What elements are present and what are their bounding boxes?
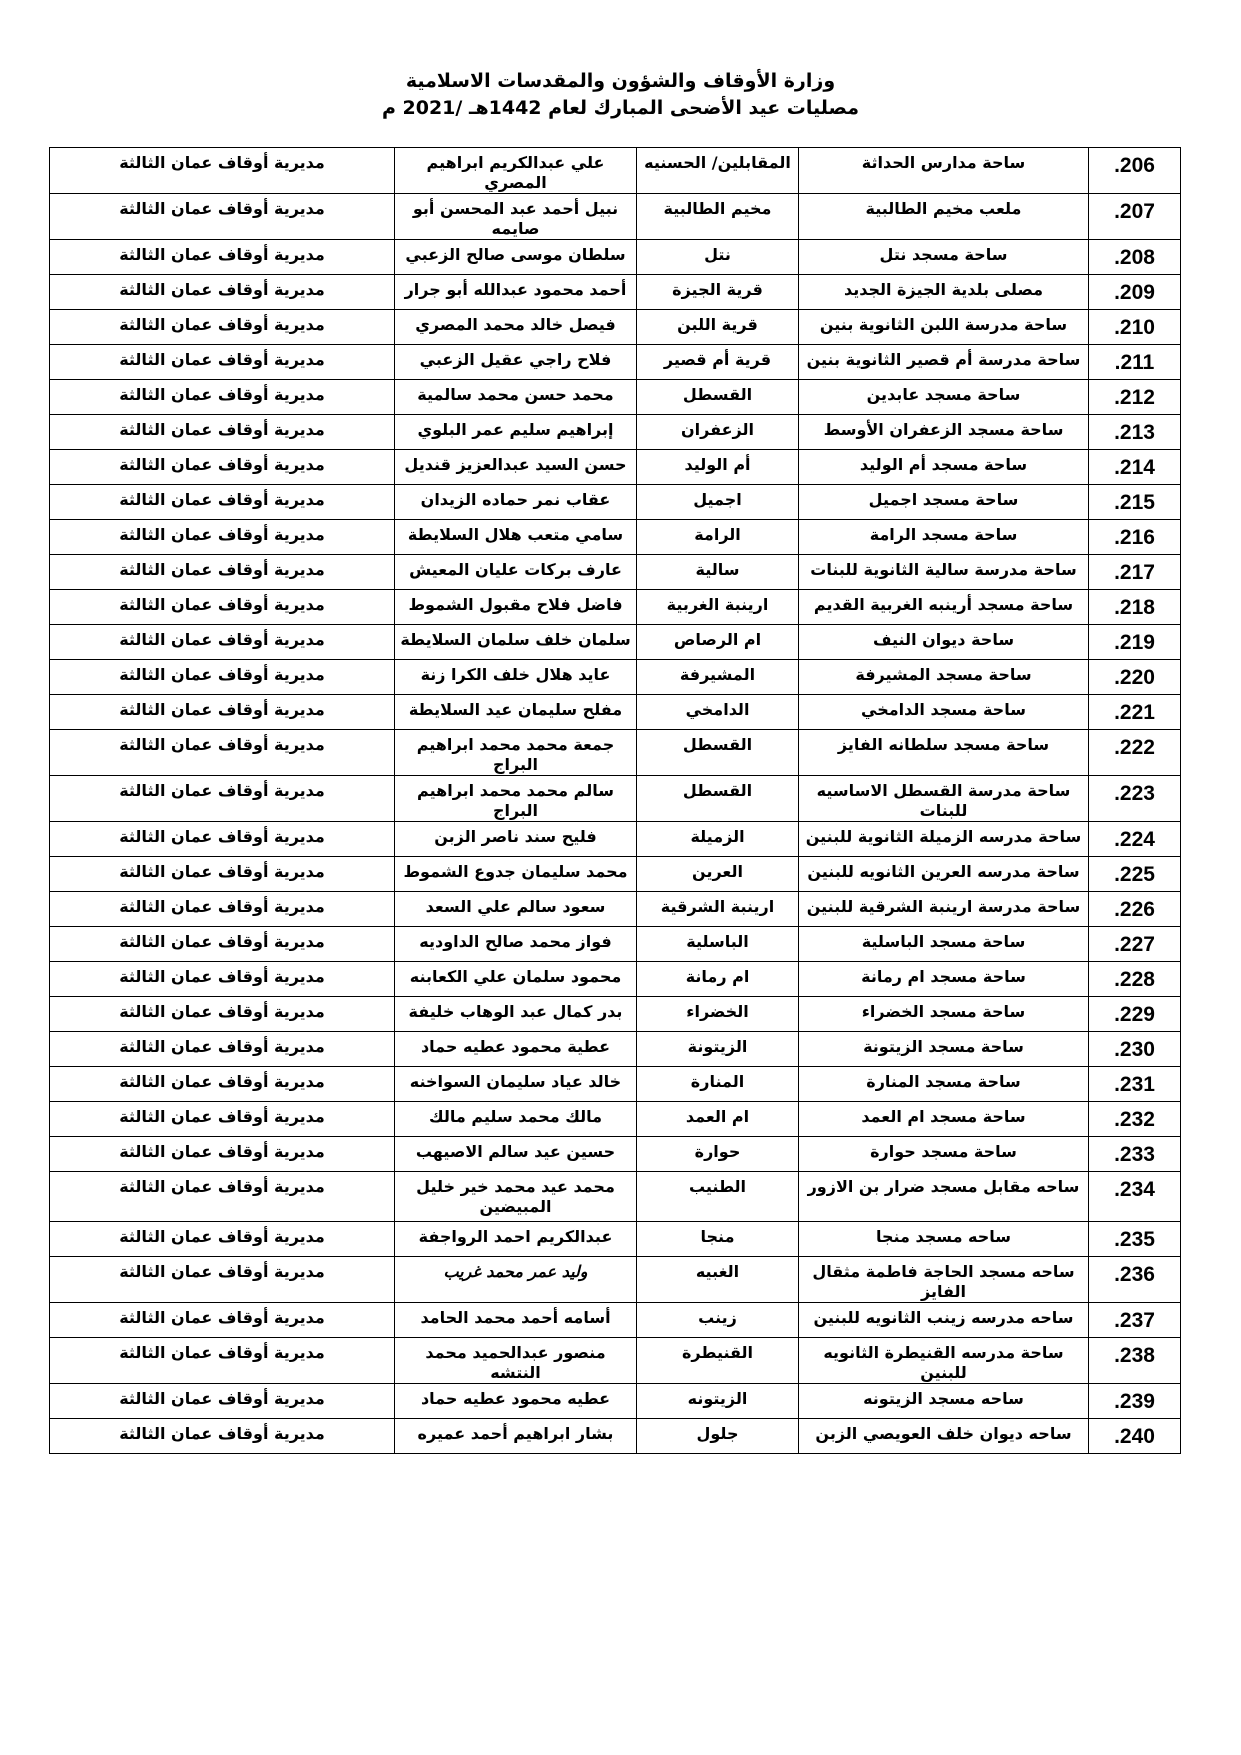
row-number: .231 — [1089, 1067, 1181, 1102]
prayer-place: ساحة مسجد أرينبه الغربية القديم — [799, 590, 1089, 625]
directorate-name: مديرية أوقاف عمان الثالثة — [50, 892, 395, 927]
row-number: .209 — [1089, 275, 1181, 310]
area-name: القسطل — [637, 380, 799, 415]
prayer-place: ساحه مسجد منجا — [799, 1222, 1089, 1257]
imam-name: فاضل فلاح مقبول الشموط — [395, 590, 637, 625]
row-number: .225 — [1089, 857, 1181, 892]
table-row — [50, 450, 1181, 485]
area-name: الخضراء — [637, 997, 799, 1032]
area-name: منجا — [637, 1222, 799, 1257]
table-row — [50, 485, 1181, 520]
row-number: .233 — [1089, 1137, 1181, 1172]
prayer-place: ساحة مسجد الزيتونة — [799, 1032, 1089, 1067]
imam-name: محمد عيد محمد خير خليل المبيضين — [395, 1172, 637, 1222]
table-row — [50, 1222, 1181, 1257]
table-row — [50, 520, 1181, 555]
document-subtitle: مصليات عيد الأضحى المبارك لعام 1442هـ /2021 م — [381, 97, 860, 119]
area-name: الطنيب — [637, 1172, 799, 1222]
prayer-place: ساحة مدرسة اللبن الثانوية بنين — [799, 310, 1089, 345]
imam-name: منصور عبدالحميد محمد النتشه — [395, 1338, 637, 1384]
table-row — [50, 660, 1181, 695]
row-number: .239 — [1089, 1384, 1181, 1419]
imam-name: وليد عمر محمد غريب — [395, 1257, 637, 1303]
area-name: الدامخي — [637, 695, 799, 730]
imam-name: أحمد محمود عبدالله أبو جرار — [395, 275, 637, 310]
prayer-place: ساحة مدرسه العرين الثانويه للبنين — [799, 857, 1089, 892]
area-name: المشيرفة — [637, 660, 799, 695]
table-row — [50, 997, 1181, 1032]
table-row — [50, 1032, 1181, 1067]
imam-name: فيصل خالد محمد المصري — [395, 310, 637, 345]
prayer-place: ساحة مدرسة سالية الثانوية للبنات — [799, 555, 1089, 590]
directorate-name: مديرية أوقاف عمان الثالثة — [50, 962, 395, 997]
prayer-place: ساحة مسجد الباسلية — [799, 927, 1089, 962]
prayer-place: ساحة مدرسة ارينبة الشرقية للبنين — [799, 892, 1089, 927]
directorate-name: مديرية أوقاف عمان الثالثة — [50, 555, 395, 590]
prayer-place: ساحة مسجد اجميل — [799, 485, 1089, 520]
area-name: اجميل — [637, 485, 799, 520]
table-row — [50, 275, 1181, 310]
area-name: قرية الجيزة — [637, 275, 799, 310]
directorate-name: مديرية أوقاف عمان الثالثة — [50, 148, 395, 194]
row-number: .211 — [1089, 345, 1181, 380]
imam-name: نبيل أحمد عبد المحسن أبو صايمه — [395, 194, 637, 240]
imam-name: محمود سلمان علي الكعابنه — [395, 962, 637, 997]
row-number: .216 — [1089, 520, 1181, 555]
table-row — [50, 962, 1181, 997]
area-name: المقابلين/ الحسنيه — [637, 148, 799, 194]
row-number: .237 — [1089, 1303, 1181, 1338]
area-name: ام رمانة — [637, 962, 799, 997]
table-row — [50, 415, 1181, 450]
row-number: .226 — [1089, 892, 1181, 927]
imam-name: مالك محمد سليم مالك — [395, 1102, 637, 1137]
prayer-place: ساحة مسجد عابدين — [799, 380, 1089, 415]
directorate-name: مديرية أوقاف عمان الثالثة — [50, 590, 395, 625]
area-name: ام الرصاص — [637, 625, 799, 660]
imam-name: فليح سند ناصر الزبن — [395, 822, 637, 857]
prayer-place: ساحة مسجد أم الوليد — [799, 450, 1089, 485]
directorate-name: مديرية أوقاف عمان الثالثة — [50, 1032, 395, 1067]
row-number: .221 — [1089, 695, 1181, 730]
table-row — [50, 1303, 1181, 1338]
row-number: .212 — [1089, 380, 1181, 415]
table-row — [50, 1172, 1181, 1222]
row-number: .217 — [1089, 555, 1181, 590]
imam-name: علي عبدالكريم ابراهيم المصري — [395, 148, 637, 194]
table-row — [50, 345, 1181, 380]
area-name: زينب — [637, 1303, 799, 1338]
imam-name: فواز محمد صالح الداوديه — [395, 927, 637, 962]
directorate-name: مديرية أوقاف عمان الثالثة — [50, 857, 395, 892]
row-number: .240 — [1089, 1419, 1181, 1454]
area-name: نتل — [637, 240, 799, 275]
directorate-name: مديرية أوقاف عمان الثالثة — [50, 1384, 395, 1419]
prayer-place: ساحه مقابل مسجد ضرار بن الازور — [799, 1172, 1089, 1222]
row-number: .227 — [1089, 927, 1181, 962]
table-row — [50, 1419, 1181, 1454]
table-row — [50, 1257, 1181, 1303]
prayer-place: ساحة مسجد الزعفران الأوسط — [799, 415, 1089, 450]
row-number: .230 — [1089, 1032, 1181, 1067]
prayer-place: ساحة مسجد نتل — [799, 240, 1089, 275]
directorate-name: مديرية أوقاف عمان الثالثة — [50, 730, 395, 776]
prayer-place: ساحة مسجد سلطانه الفايز — [799, 730, 1089, 776]
area-name: الزميلة — [637, 822, 799, 857]
table-row — [50, 148, 1181, 194]
area-name: سالية — [637, 555, 799, 590]
directorate-name: مديرية أوقاف عمان الثالثة — [50, 275, 395, 310]
prayer-place: ساحة مسجد الدامخي — [799, 695, 1089, 730]
imam-name: سالم محمد محمد ابراهيم البراج — [395, 776, 637, 822]
directorate-name: مديرية أوقاف عمان الثالثة — [50, 695, 395, 730]
directorate-name: مديرية أوقاف عمان الثالثة — [50, 520, 395, 555]
row-number: .228 — [1089, 962, 1181, 997]
table-row — [50, 310, 1181, 345]
imam-name: عايد هلال خلف الكرا زنة — [395, 660, 637, 695]
imam-name: عطية محمود عطيه حماد — [395, 1032, 637, 1067]
table-body — [50, 148, 1181, 1454]
imam-name: بشار ابراهيم أحمد عميره — [395, 1419, 637, 1454]
prayer-place: ساحة مدرسه القنيطرة الثانويه للبنين — [799, 1338, 1089, 1384]
area-name: جلول — [637, 1419, 799, 1454]
prayer-place: ساحة مسجد ام رمانة — [799, 962, 1089, 997]
imam-name: سامي متعب هلال السلايطة — [395, 520, 637, 555]
table-row — [50, 380, 1181, 415]
directorate-name: مديرية أوقاف عمان الثالثة — [50, 450, 395, 485]
imam-name: سعود سالم علي السعد — [395, 892, 637, 927]
directorate-name: مديرية أوقاف عمان الثالثة — [50, 1303, 395, 1338]
area-name: ارينبة الشرقية — [637, 892, 799, 927]
prayer-place: ساحة مدارس الحداثة — [799, 148, 1089, 194]
area-name: أم الوليد — [637, 450, 799, 485]
directorate-name: مديرية أوقاف عمان الثالثة — [50, 1222, 395, 1257]
imam-name: سلطان موسى صالح الزعبي — [395, 240, 637, 275]
directorate-name: مديرية أوقاف عمان الثالثة — [50, 625, 395, 660]
prayer-place: ساحة مسجد الخضراء — [799, 997, 1089, 1032]
table-row — [50, 776, 1181, 822]
directorate-name: مديرية أوقاف عمان الثالثة — [50, 927, 395, 962]
imam-name: فلاح راجي عقيل الزعبي — [395, 345, 637, 380]
area-name: الرامة — [637, 520, 799, 555]
imam-name: عارف بركات عليان المعيش — [395, 555, 637, 590]
area-name: القسطل — [637, 776, 799, 822]
prayer-place: ساحة ديوان النيف — [799, 625, 1089, 660]
prayer-place: ساحة مسجد المشيرفة — [799, 660, 1089, 695]
table-row — [50, 1338, 1181, 1384]
directorate-name: مديرية أوقاف عمان الثالثة — [50, 415, 395, 450]
imam-name: محمد سليمان جدوع الشموط — [395, 857, 637, 892]
table-row — [50, 892, 1181, 927]
directorate-name: مديرية أوقاف عمان الثالثة — [50, 1257, 395, 1303]
table-row — [50, 927, 1181, 962]
row-number: .229 — [1089, 997, 1181, 1032]
imam-name: إبراهيم سليم عمر البلوي — [395, 415, 637, 450]
row-number: .206 — [1089, 148, 1181, 194]
table-row — [50, 730, 1181, 776]
table-row — [50, 240, 1181, 275]
table-row — [50, 194, 1181, 240]
prayer-place: ساحه ديوان خلف العويصي الزبن — [799, 1419, 1089, 1454]
prayer-grounds-table — [49, 147, 1181, 1454]
table-row — [50, 625, 1181, 660]
imam-name: عطيه محمود عطيه حماد — [395, 1384, 637, 1419]
area-name: قرية أم قصير — [637, 345, 799, 380]
ministry-title: وزارة الأوقاف والشؤون والمقدسات الاسلامية — [405, 70, 836, 92]
row-number: .214 — [1089, 450, 1181, 485]
row-number: .238 — [1089, 1338, 1181, 1384]
directorate-name: مديرية أوقاف عمان الثالثة — [50, 1338, 395, 1384]
prayer-place: ساحة مسجد حوارة — [799, 1137, 1089, 1172]
table-row — [50, 1067, 1181, 1102]
prayer-place: ملعب مخيم الطالبية — [799, 194, 1089, 240]
row-number: .235 — [1089, 1222, 1181, 1257]
row-number: .223 — [1089, 776, 1181, 822]
imam-name: خالد عياد سليمان السواخنه — [395, 1067, 637, 1102]
prayer-place: ساحة مدرسة أم قصير الثانوية بنين — [799, 345, 1089, 380]
area-name: القنيطرة — [637, 1338, 799, 1384]
directorate-name: مديرية أوقاف عمان الثالثة — [50, 380, 395, 415]
area-name: ارينبة الغربية — [637, 590, 799, 625]
directorate-name: مديرية أوقاف عمان الثالثة — [50, 776, 395, 822]
prayer-place: ساحه مسجد الزيتونه — [799, 1384, 1089, 1419]
directorate-name: مديرية أوقاف عمان الثالثة — [50, 240, 395, 275]
directorate-name: مديرية أوقاف عمان الثالثة — [50, 1172, 395, 1222]
directorate-name: مديرية أوقاف عمان الثالثة — [50, 345, 395, 380]
area-name: ام العمد — [637, 1102, 799, 1137]
prayer-place: ساحة مسجد ام العمد — [799, 1102, 1089, 1137]
directorate-name: مديرية أوقاف عمان الثالثة — [50, 822, 395, 857]
table-row — [50, 1137, 1181, 1172]
directorate-name: مديرية أوقاف عمان الثالثة — [50, 485, 395, 520]
prayer-place: ساحه مسجد الحاجة فاطمة مثقال الفايز — [799, 1257, 1089, 1303]
row-number: .219 — [1089, 625, 1181, 660]
directorate-name: مديرية أوقاف عمان الثالثة — [50, 1067, 395, 1102]
imam-name: أسامه أحمد محمد الحامد — [395, 1303, 637, 1338]
table-row — [50, 1384, 1181, 1419]
row-number: .234 — [1089, 1172, 1181, 1222]
row-number: .208 — [1089, 240, 1181, 275]
table-row — [50, 1102, 1181, 1137]
imam-name: جمعة محمد محمد ابراهيم البراج — [395, 730, 637, 776]
area-name: القسطل — [637, 730, 799, 776]
imam-name: محمد حسن محمد سالمية — [395, 380, 637, 415]
prayer-place: ساحة مسجد الرامة — [799, 520, 1089, 555]
directorate-name: مديرية أوقاف عمان الثالثة — [50, 194, 395, 240]
prayer-place: ساحة مدرسه الزميلة الثانوية للبنين — [799, 822, 1089, 857]
prayer-place: ساحة مسجد المنارة — [799, 1067, 1089, 1102]
directorate-name: مديرية أوقاف عمان الثالثة — [50, 997, 395, 1032]
area-name: الغبيه — [637, 1257, 799, 1303]
table-row — [50, 822, 1181, 857]
table-row — [50, 695, 1181, 730]
imam-name: عقاب نمر حماده الزيدان — [395, 485, 637, 520]
imam-name: عبدالكريم احمد الرواجفة — [395, 1222, 637, 1257]
imam-name: حسن السيد عبدالعزيز قنديل — [395, 450, 637, 485]
area-name: حوارة — [637, 1137, 799, 1172]
row-number: .224 — [1089, 822, 1181, 857]
directorate-name: مديرية أوقاف عمان الثالثة — [50, 310, 395, 345]
area-name: العرين — [637, 857, 799, 892]
directorate-name: مديرية أوقاف عمان الثالثة — [50, 1419, 395, 1454]
table-row — [50, 555, 1181, 590]
directorate-name: مديرية أوقاف عمان الثالثة — [50, 1102, 395, 1137]
row-number: .218 — [1089, 590, 1181, 625]
area-name: الباسلية — [637, 927, 799, 962]
row-number: .222 — [1089, 730, 1181, 776]
row-number: .207 — [1089, 194, 1181, 240]
imam-name: سلمان خلف سلمان السلايطة — [395, 625, 637, 660]
row-number: .215 — [1089, 485, 1181, 520]
area-name: قرية اللبن — [637, 310, 799, 345]
table-row — [50, 857, 1181, 892]
row-number: .210 — [1089, 310, 1181, 345]
document-header — [0, 68, 1241, 122]
imam-name: بدر كمال عبد الوهاب خليفة — [395, 997, 637, 1032]
area-name: الزيتونه — [637, 1384, 799, 1419]
row-number: .213 — [1089, 415, 1181, 450]
row-number: .236 — [1089, 1257, 1181, 1303]
prayer-place: ساحه مدرسه زينب الثانويه للبنين — [799, 1303, 1089, 1338]
row-number: .232 — [1089, 1102, 1181, 1137]
directorate-name: مديرية أوقاف عمان الثالثة — [50, 660, 395, 695]
directorate-name: مديرية أوقاف عمان الثالثة — [50, 1137, 395, 1172]
area-name: مخيم الطالبية — [637, 194, 799, 240]
area-name: المنارة — [637, 1067, 799, 1102]
imam-name: مفلح سليمان عيد السلايطة — [395, 695, 637, 730]
table-row — [50, 590, 1181, 625]
row-number: .220 — [1089, 660, 1181, 695]
area-name: الزيتونة — [637, 1032, 799, 1067]
prayer-place: ساحة مدرسة القسطل الاساسيه للبنات — [799, 776, 1089, 822]
area-name: الزعفران — [637, 415, 799, 450]
prayer-place: مصلى بلدية الجيزة الجديد — [799, 275, 1089, 310]
imam-name: حسين عيد سالم الاصيهب — [395, 1137, 637, 1172]
